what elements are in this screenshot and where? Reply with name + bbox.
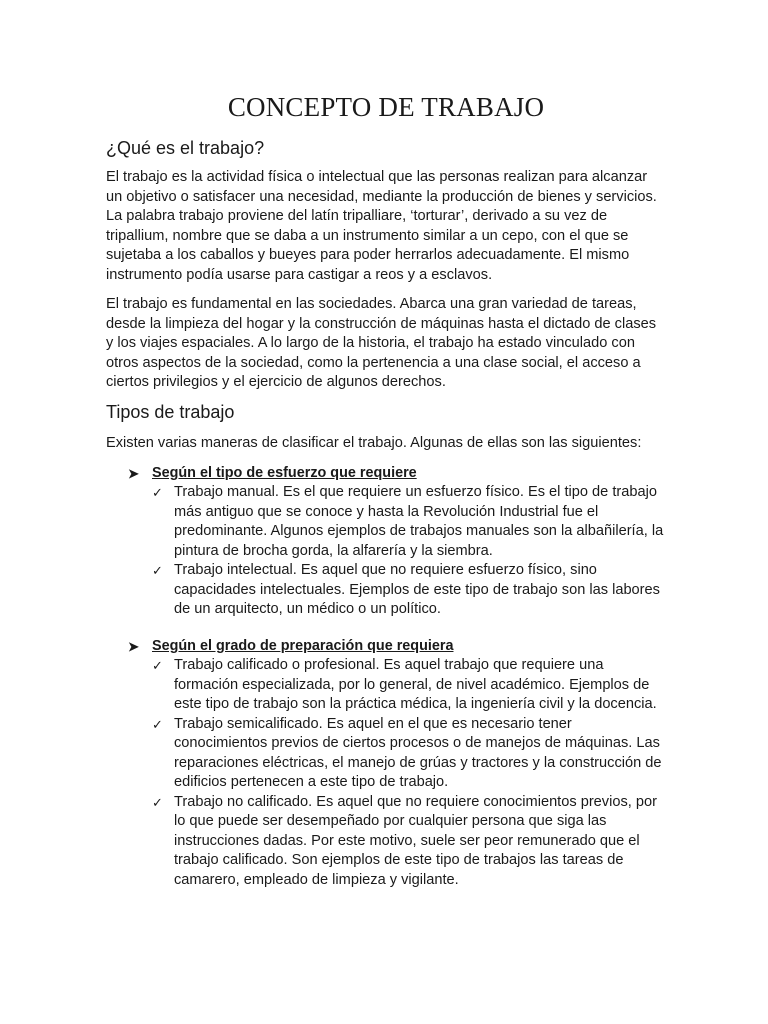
list-item-text: Trabajo intelectual. Es aquel que no requiere esfuerzo físico, sino capacidades intelectuales. Ejemplos de este tipo de trabajo son las labores de un arquitecto, un médico o un político. <box>174 562 660 617</box>
criteria-preparation <box>128 637 668 890</box>
criteria-heading <box>128 637 668 656</box>
arrowhead-bullet-icon: ➤ <box>128 639 139 654</box>
list-item-unqualified-work <box>152 793 668 891</box>
checkmark-bullet-icon: ✓ <box>152 485 163 500</box>
list-item-text: Trabajo manual. Es el que requiere un esfuerzo físico. Es el tipo de trabajo más antiguo que se conoce y hasta la Revolución Industrial fue el predominante. Algunos ejemplos de trabajos manuales son la albañilería, la pintura de brocha gorda, la alfarería y la siembra. <box>174 484 664 559</box>
section-heading-what-is-work: ¿Qué es el trabajo? <box>106 138 265 158</box>
list-item-intellectual-work <box>152 561 668 620</box>
checkmark-bullet-icon: ✓ <box>152 658 163 673</box>
checkmark-bullet-icon: ✓ <box>152 716 163 732</box>
paragraph-definition: El trabajo es la actividad física o intelectual que las personas realizan para alcanzar un objetivo o satisfacer una necesidad, mediante la producción de bienes y servicios. La palabra trabajo proviene del latín tripalliare, ‘torturar’, derivado a su vez de tripallium, nombre que se daba a un instrumento similar a un cepo, con el que se sujetaba a los caballos y bueyes para poder herrarlos adecuadamente. El mismo instrumento podía usarse para castigar a reos y a esclavos. <box>106 169 657 283</box>
checkmark-bullet-icon: ✓ <box>152 563 163 578</box>
list-item-manual-work <box>152 483 668 561</box>
criteria-effort <box>128 464 668 620</box>
list-item-text: Trabajo semicalificado. Es aquel en el que es necesario tener conocimientos previos de ciertos procesos o de manejos de máquinas. Las reparaciones eléctricas, el manejo de grúas y tractores y la construcción de edificios pertenecen a este tipo de trabajo. <box>174 715 662 790</box>
document-title: CONCEPTO DE TRABAJO <box>227 92 545 122</box>
checkmark-bullet-icon: ✓ <box>152 794 163 810</box>
section-heading-types-of-work: Tipos de trabajo <box>106 402 235 422</box>
criteria-heading <box>128 464 668 483</box>
criteria-label: Según el grado de preparación que requiera <box>152 638 454 654</box>
paragraph-types-intro: Existen varias maneras de clasificar el trabajo. Algunas de ellas son las siguientes: <box>106 435 642 451</box>
list-item-semiqualified-work <box>152 715 668 793</box>
arrowhead-bullet-icon: ➤ <box>128 466 139 481</box>
list-item-text: Trabajo calificado o profesional. Es aquel trabajo que requiere una formación especializada, por lo general, de nivel académico. Ejemplos de este tipo de trabajo son la práctica médica, la ingeniería civil y la docencia. <box>174 657 657 712</box>
list-item-qualified-work <box>152 656 668 715</box>
paragraph-importance: El trabajo es fundamental en las sociedades. Abarca una gran variedad de tareas, desde la limpieza del hogar y la construcción de máquinas hasta el dictado de clases y los viajes espaciales. A lo largo de la historia, el trabajo ha estado vinculado con otros aspectos de la sociedad, como la pertenencia a una clase social, el acceso a ciertos privilegios y el ejercicio de algunos derechos. <box>106 296 657 390</box>
criteria-label: Según el tipo de esfuerzo que requiere <box>152 465 417 481</box>
list-item-text: Trabajo no calificado. Es aquel que no requiere conocimientos previos, por lo que puede ser desempeñado por cualquier persona que siga las instrucciones dadas. Por este motivo, suele ser peor remunerado que el trabajo calificado. Son ejemplos de este tipo de trabajos las tareas de camarero, empleado de limpieza y vigilante. <box>174 793 657 888</box>
